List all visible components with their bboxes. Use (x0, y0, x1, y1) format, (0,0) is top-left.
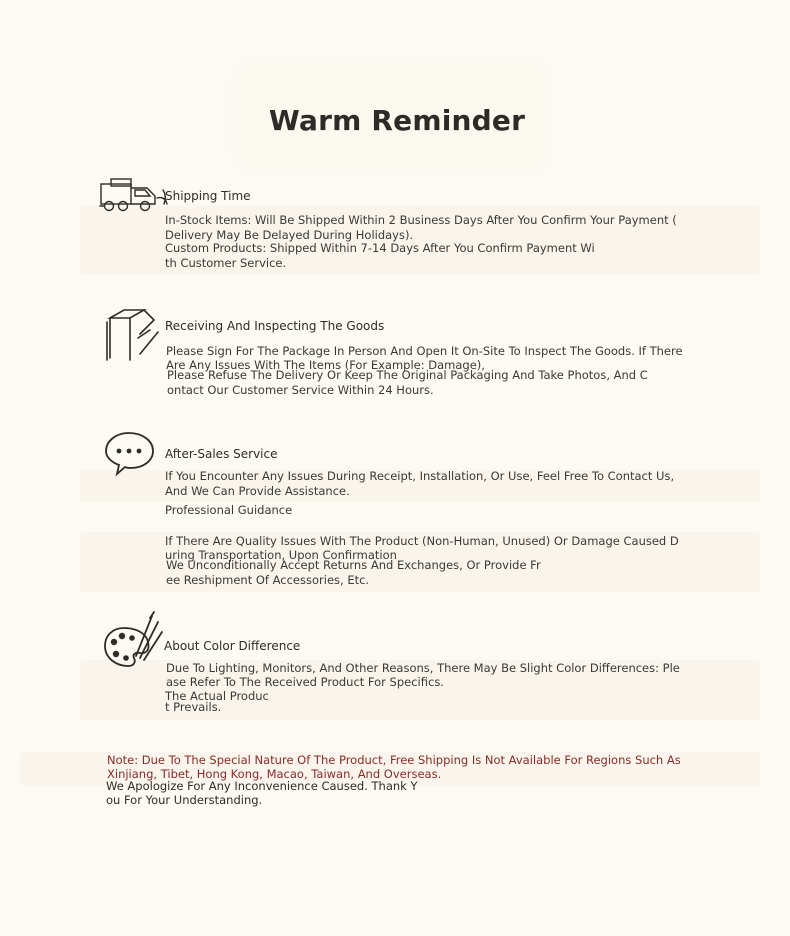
section-line: t Prevails. (165, 700, 222, 714)
section-line: And We Can Provide Assistance. (165, 484, 350, 498)
section-line: Professional Guidance (165, 503, 293, 517)
section-line: If You Encounter Any Issues During Receipt, Installation, Or Use, Feel Free To Contact Us, (165, 469, 675, 483)
section-line: The Actual Produc (165, 689, 269, 703)
section-heading: Shipping Time (165, 189, 251, 203)
section-line: Please Sign For The Package In Person And Open It On-Site To Inspect The Goods. If There (166, 344, 683, 358)
note-line: Note: Due To The Special Nature Of The Product, Free Shipping Is Not Available For Regions Such As (107, 753, 681, 767)
section-line: Due To Lighting, Monitors, And Other Reasons, There May Be Slight Color Differences: Ple (166, 661, 680, 675)
section-line: Please Refuse The Delivery Or Keep The Original Packaging And Take Photos, And C (167, 368, 648, 382)
section-line: uring Transportation, Upon Confirmation (165, 548, 397, 562)
section-heading: Receiving And Inspecting The Goods (165, 319, 385, 333)
palette-icon (102, 610, 166, 672)
section-heading: After-Sales Service (165, 447, 278, 461)
section-line: ase Refer To The Received Product For Specifics. (166, 675, 444, 689)
speech-bubble-icon (103, 430, 157, 478)
section-line: th Customer Service. (165, 256, 287, 270)
section-heading: About Color Difference (164, 639, 301, 653)
box-icon (104, 308, 166, 364)
section-line: We Unconditionally Accept Returns And Exchanges, Or Provide Fr (166, 558, 541, 572)
section-line: Delivery May Be Delayed During Holidays). (165, 228, 414, 242)
section-line: If There Are Quality Issues With The Product (Non-Human, Unused) Or Damage Caused D (165, 534, 679, 548)
section-line: Are Any Issues With The Items (For Example: Damage), (166, 358, 485, 372)
page-title: Warm Reminder (268, 104, 526, 137)
section-line: ee Reshipment Of Accessories, Etc. (166, 573, 370, 587)
truck-icon (99, 176, 171, 216)
section-line: Custom Products: Shipped Within 7-14 Days After You Confirm Payment Wi (165, 241, 595, 255)
section-line: ontact Our Customer Service Within 24 Hours. (167, 383, 434, 397)
section-line: In-Stock Items: Will Be Shipped Within 2 Business Days After You Confirm Your Payment ( (165, 213, 677, 227)
note-line: Xinjiang, Tibet, Hong Kong, Macao, Taiwan, And Overseas. (107, 767, 442, 781)
apology-line: We Apologize For Any Inconvenience Caused. Thank Y (106, 779, 418, 793)
apology-line: ou For Your Understanding. (106, 793, 263, 807)
